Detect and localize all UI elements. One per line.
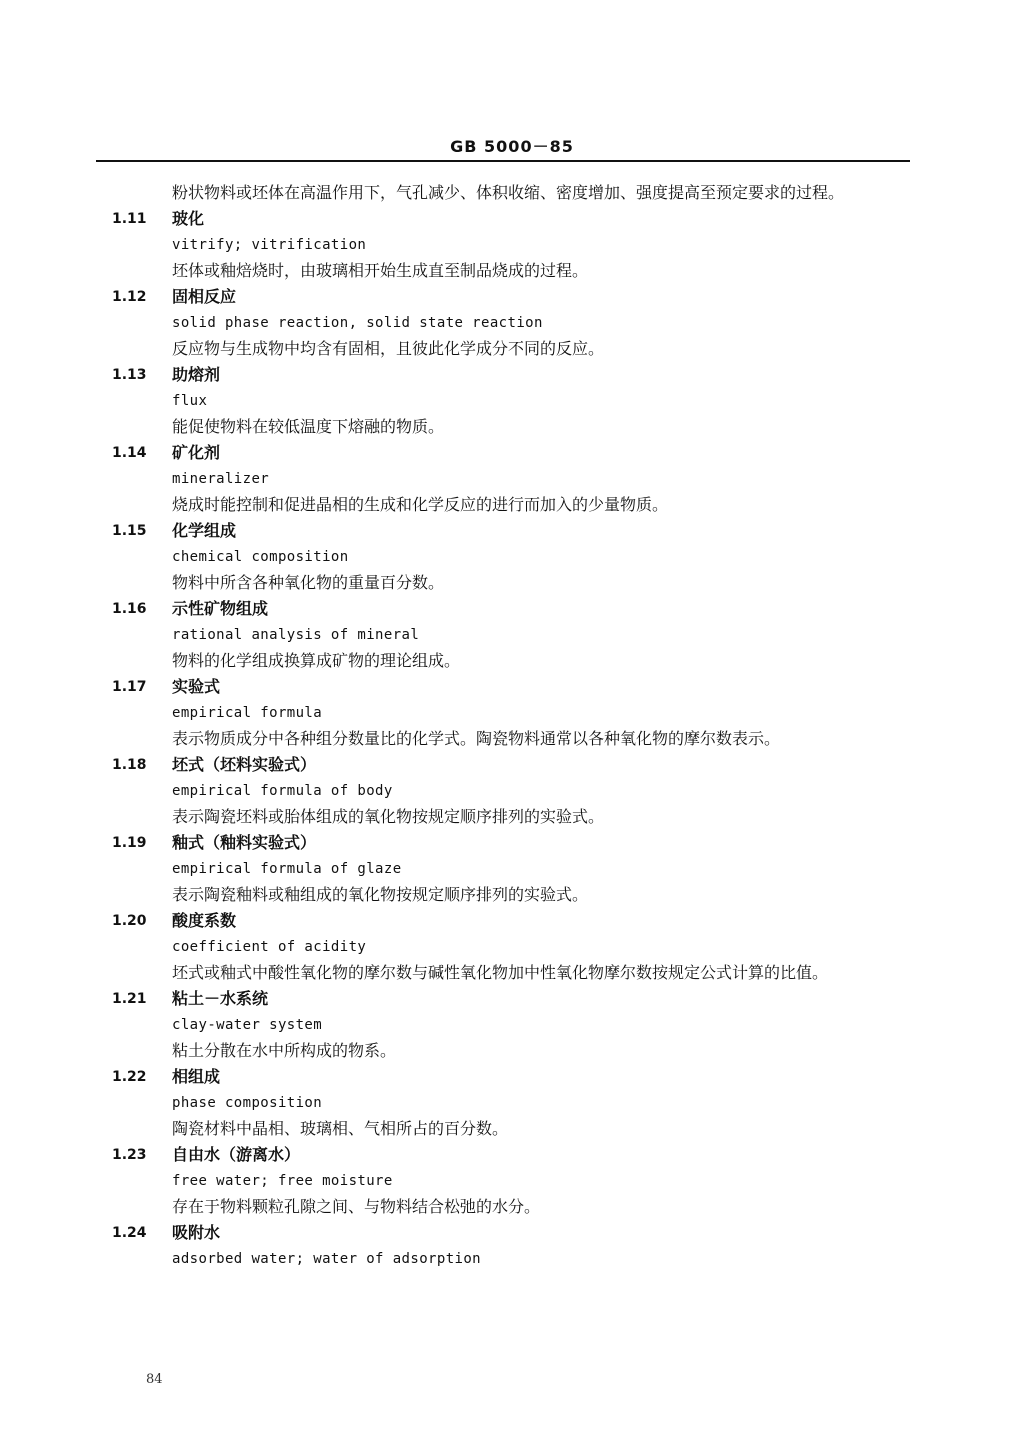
clause-number: 1.16: [112, 601, 147, 617]
term-chinese: 相组成: [172, 1067, 221, 1086]
clause-number: 1.20: [112, 913, 147, 929]
term-chinese: 玻化: [172, 209, 205, 228]
clause-number: 1.23: [112, 1147, 147, 1163]
term-entry: [0, 752, 1024, 830]
clause-number: 1.21: [112, 991, 147, 1007]
term-english-row: [0, 466, 1024, 492]
term-english: flux: [172, 393, 208, 409]
term-definition: 表示陶瓷坯料或胎体组成的氧化物按规定顺序排列的实验式。: [172, 807, 605, 826]
clause-number: 1.12: [112, 289, 147, 305]
term-entry: [0, 674, 1024, 752]
term-chinese: 釉式（釉料实验式）: [172, 833, 317, 852]
term-chinese: 酸度系数: [172, 911, 237, 930]
term-entry: [0, 518, 1024, 596]
term-chinese: 固相反应: [172, 287, 237, 306]
term-english: empirical formula: [172, 705, 323, 721]
term-english-row: [0, 1168, 1024, 1194]
term-heading-row: [0, 1142, 1024, 1168]
term-chinese: 坯式（坯料实验式）: [172, 755, 317, 774]
term-chinese: 实验式: [172, 677, 221, 696]
term-chinese: 示性矿物组成: [172, 599, 269, 618]
term-definition: 反应物与生成物中均含有固相，且彼此化学成分不同的反应。: [172, 339, 605, 358]
term-chinese: 粘土－水系统: [172, 989, 269, 1008]
term-english-row: [0, 232, 1024, 258]
term-english-row: [0, 856, 1024, 882]
term-english-row: [0, 388, 1024, 414]
term-heading-row: [0, 674, 1024, 700]
term-entry: [0, 830, 1024, 908]
term-definition: 物料的化学组成换算成矿物的理论组成。: [172, 651, 461, 670]
term-english: solid phase reaction, solid state reaction: [172, 315, 543, 331]
term-english: mineralizer: [172, 471, 270, 487]
term-heading-row: [0, 908, 1024, 934]
term-heading-row: [0, 518, 1024, 544]
term-definition: 粘土分散在水中所构成的物系。: [172, 1041, 397, 1060]
term-english-row: [0, 1090, 1024, 1116]
term-entry: [0, 1142, 1024, 1220]
term-english-row: [0, 1012, 1024, 1038]
term-english: chemical composition: [172, 549, 349, 565]
term-heading-row: [0, 986, 1024, 1012]
term-chinese: 矿化剂: [172, 443, 221, 462]
page-number: 84: [146, 1372, 163, 1387]
term-definition: 能促使物料在较低温度下熔融的物质。: [172, 417, 445, 436]
term-definition: 坯式或釉式中酸性氧化物的摩尔数与碱性氧化物加中性氧化物摩尔数按规定公式计算的比值。: [172, 963, 829, 982]
clause-number: 1.11: [112, 211, 147, 227]
clause-number: 1.18: [112, 757, 147, 773]
term-heading-row: [0, 206, 1024, 232]
term-entry: [0, 908, 1024, 986]
term-english: phase composition: [172, 1095, 323, 1111]
header-rule: [96, 160, 910, 162]
term-heading-row: [0, 752, 1024, 778]
term-english: vitrify; vitrification: [172, 237, 367, 253]
term-heading-row: [0, 362, 1024, 388]
term-english: free water; free moisture: [172, 1173, 393, 1189]
term-english: rational analysis of mineral: [172, 627, 420, 643]
clause-number: 1.13: [112, 367, 147, 383]
term-definition: 表示物质成分中各种组分数量比的化学式。陶瓷物料通常以各种氧化物的摩尔数表示。: [172, 729, 781, 748]
term-english-row: [0, 700, 1024, 726]
standard-code-header: GB 5000－85: [450, 137, 574, 156]
term-entry: [0, 362, 1024, 440]
term-heading-row: [0, 1220, 1024, 1246]
clause-number: 1.24: [112, 1225, 147, 1241]
term-heading-row: [0, 596, 1024, 622]
term-english: coefficient of acidity: [172, 939, 367, 955]
clause-number: 1.19: [112, 835, 147, 851]
term-entry: [0, 1064, 1024, 1142]
term-english: empirical formula of body: [172, 783, 393, 799]
term-english: empirical formula of glaze: [172, 861, 402, 877]
term-english-row: [0, 1246, 1024, 1272]
content-body: [0, 180, 1024, 1272]
term-definition: 坯体或釉焙烧时，由玻璃相开始生成直至制品烧成的过程。: [172, 261, 589, 280]
term-heading-row: [0, 284, 1024, 310]
term-entry: [0, 206, 1024, 284]
term-definition: 陶瓷材料中晶相、玻璃相、气相所占的百分数。: [172, 1119, 509, 1138]
term-chinese: 吸附水: [172, 1223, 221, 1242]
clause-number: 1.14: [112, 445, 147, 461]
term-chinese: 自由水（游离水）: [172, 1145, 301, 1164]
intro-paragraph: 粉状物料或坯体在高温作用下，气孔减少、体积收缩、密度增加、强度提高至预定要求的过程。: [172, 183, 845, 202]
term-heading-row: [0, 830, 1024, 856]
term-entry: [0, 986, 1024, 1064]
term-entry: [0, 284, 1024, 362]
term-definition: 存在于物料颗粒孔隙之间、与物料结合松弛的水分。: [172, 1197, 541, 1216]
term-english-row: [0, 778, 1024, 804]
term-definition: 物料中所含各种氧化物的重量百分数。: [172, 573, 445, 592]
term-english: adsorbed water; water of adsorption: [172, 1251, 482, 1267]
term-entry: [0, 440, 1024, 518]
term-english: clay-water system: [172, 1017, 323, 1033]
term-definition: 表示陶瓷釉料或釉组成的氧化物按规定顺序排列的实验式。: [172, 885, 589, 904]
clause-number: 1.22: [112, 1069, 147, 1085]
term-chinese: 化学组成: [172, 521, 237, 540]
term-entry: [0, 596, 1024, 674]
entry-list: [0, 206, 1024, 1272]
term-english-row: [0, 934, 1024, 960]
clause-number: 1.15: [112, 523, 147, 539]
term-entry: [0, 1220, 1024, 1272]
term-chinese: 助熔剂: [172, 365, 221, 384]
term-heading-row: [0, 1064, 1024, 1090]
term-english-row: [0, 544, 1024, 570]
term-english-row: [0, 622, 1024, 648]
term-heading-row: [0, 440, 1024, 466]
term-definition: 烧成时能控制和促进晶相的生成和化学反应的进行而加入的少量物质。: [172, 495, 669, 514]
term-english-row: [0, 310, 1024, 336]
clause-number: 1.17: [112, 679, 147, 695]
